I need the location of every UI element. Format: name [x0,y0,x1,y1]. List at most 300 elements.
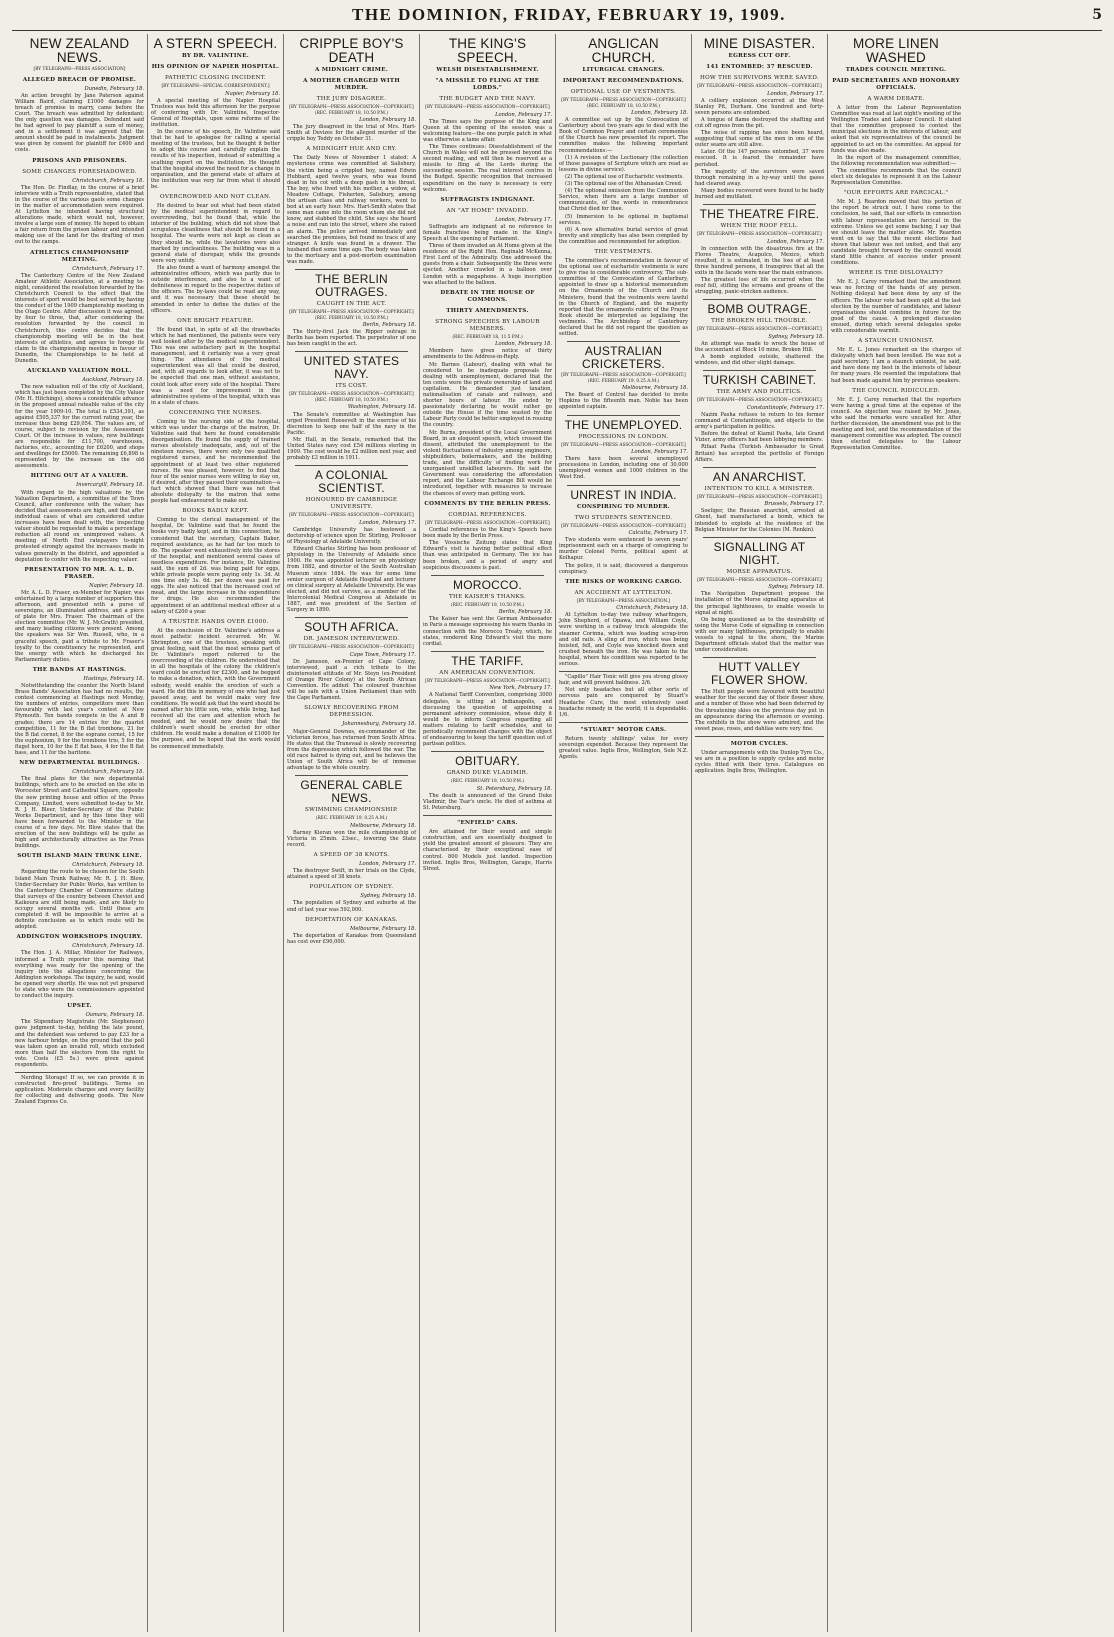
paragraph: Nazim Pasha refuses to return to his former command at Constantinople, and objects to the army's participation in politics. [695,412,824,431]
column-7 [828,34,964,1632]
subheadline: AN "AT HOME" INVADED. [446,207,529,214]
news-story [831,270,961,334]
advertisement [695,736,824,774]
news-story [287,269,416,347]
dateline: New York, February 17. [489,685,552,692]
news-story [287,617,416,701]
paragraph: Members have given notice of thirty amendments to the Address-in-Reply. [423,348,552,361]
news-story [423,651,552,747]
advertisement [559,671,688,718]
news-story [15,567,144,663]
subheadline: CORDIAL REFERENCES. [448,511,527,518]
dateline: Melbourne, February 18. [350,925,416,932]
paragraph: Mr. E. L. Jones remarked on the charges of disloyalty which had been levelled. He was not a paid secretary. I am a staunch unionist, he said, and have done my best in the interests of labour for many years. He resented the imputations that had been made against him by previous speakers. [831,347,961,384]
wire-credit: (REC. FEBRUARY 18, 10.50 P.M.) [450,779,525,785]
wire-credit: (REC. FEBRUARY 19, 0.25 A.M.) [315,816,388,822]
paragraph: The Kaiser has sent the German Ambassador in Paris a message expressing his warm thanks in connection with the Morocco Treaty, which, he states, rendered King Edward's visit the more cordial. [423,616,552,647]
subheadline: THE KAISER'S THANKS. [448,593,527,600]
column-3 [284,34,420,1632]
dateline: London, February 17. [631,449,688,456]
subheadline: SOME CHANGES FORESHADOWED. [22,168,137,175]
subheadline: DR. JAMESON INTERVIEWED. [303,636,400,643]
subheadline: A WARM DEBATE. [867,96,925,102]
news-story [695,299,824,366]
news-story [423,319,552,497]
news-story [287,37,416,74]
dateline: Christchurch, February 18. [72,943,144,950]
headline: ANGLICAN CHURCH. [588,36,659,65]
paragraph: Dr. Jameson, ex-Premier of Cape Colony, interviewed, paid a rich tribute to the disinterested attitude of Mr. Steyn (ex-President of Orange River Colony) at the South African Convention. He added: The coloured franchise will be safe with a Union Parliament than with the Cape Parliament. [287,658,416,702]
divider [295,465,408,466]
paragraph: In the course of his speech, Dr. Valintine said that he had to apologise for calling a special meeting of the trustees, but he thought it better to adopt this course and carefully explain the results of his inspection, instead of submitting a scathing report on the institution. He thought that the hospital showed the need for a change in organisation, and the general state of affairs at the institution was very far from what it should be. [151,129,280,190]
divider [567,485,680,486]
news-story [559,341,688,410]
subheadline: INTENTION TO KILL A MINISTER. [704,485,815,492]
paragraph: A special meeting of the Napier Hospital Trustees was held this afternoon for the purpose of conferring with Dr. Valintine, Inspector-General of Hospitals, upon some reforms of the institution. [151,97,280,128]
paragraph: With regard to the high valuations by the Valuation Department, a committee of the Town Council, after conference with the valuer, has decided that assessments are high, and that after individual cases of what are considered undue increases have been dealt with, the inspecting valuer should be requested to make a percentage reduction all round on unimproved values. A meeting of North End ratepayers to-night protested strongly against the increases made in values generally in the district, and appointed a deputation to confer with the inspecting valuer. [15,489,144,563]
paragraph: The committee's recommendation in favour of the optional use of eucharistic vestments is sure to give rise to considerable controversy. The sub-committee of the Convocation of Canterbury, appointed to draw up a historical memorandum on the Ornaments of the Church and its Ministers, found that the vestments were lawful in the Church of England, and the majority reported that the ornaments rubric of the Prayer Book should be interpreted as legalising the vestments. The Archbishop of Canterbury declared that he did not regard the question as settled. [559,257,688,338]
paragraph: The police, it is said, discovered a dangerous conspiracy. [559,562,688,575]
divider [295,775,408,776]
subheadline: ATHLETICS CHAMPIONSHIP MEETING. [30,249,129,263]
subheadline: EGRESS CUT OFF. [728,53,791,59]
subheadline: WELSH DISESTABLISHMENT. [436,67,539,73]
subheadline: TWO STUDENTS SENTENCED. [574,514,673,521]
paragraph: Soeliger, the Russian anarchist, arrested at Ghent, had manufactured a bomb, which he intended to explode at the residence of the Belgian Minister for the Colonies (M. Renkin). [695,508,824,533]
dateline: Christchurch, February 17. [72,265,144,272]
paragraph: Barney Kieran won the mile championship of Victoria in 25min. 23sec., lowering the State record. [287,829,416,848]
paragraph: Later. Of the 147 persons entombed, 37 were rescued. It is feared the remainder have perished. [695,149,824,168]
paragraph: Under arrangements with the Dunlop Tyre Co., we are in a position to supply cycles and motor cycles fitted with their tyres. Catalogues on application. Inglis Bros, Wellington. [695,749,824,775]
wire-credit: [BY TELEGRAPH—PRESS ASSOCIATION—COPYRIGHT.] [425,105,550,110]
headline: CRIPPLE BOY'S DEATH [299,36,404,65]
subheadline: GRAND DUKE VLADIMIR. [446,770,529,777]
news-story [559,590,688,667]
news-story [151,194,280,314]
news-story [695,370,824,462]
subheadline: DEPORTATION OF KANAKAS. [305,916,398,923]
subheadline: LITURGICAL CHANGES. [582,67,665,73]
news-story [151,318,280,406]
news-story [423,575,552,647]
subheadline: THE VESTMENTS. [594,248,653,255]
wire-credit: [BY TELEGRAPH—PRESS ASSOCIATION—COPYRIGHT.] [697,494,822,500]
news-story [423,197,552,204]
subheadline: BY DR. VALINTINE. [181,53,250,59]
subheadline: WHERE IS THE DISLOYALTY? [848,270,944,277]
column-4 [420,34,556,1632]
paragraph: He also found a want of harmony amongst the administrative officers, which was partly due to outside interference, and also to a want of definiteness in regard to the respective duties of the officers. The by-laws could be read any way, and it was necessary that these should be amended in order to define the duties of the officers. [151,264,280,314]
paragraph: In connection with the disastrous fire at the Flores Theatre, Acapulco, Mexico, which resulted, it is estimated, in the loss of at least three hundred persons, it transpires that all the exits in the facade were near the main entrances. [695,245,824,277]
dateline: Constantinople, February 17. [746,404,824,411]
news-story [831,96,961,186]
dateline: St. Petersburg, February 18. [476,785,552,792]
paragraph: (6) A new alternative burial service of great brevity and simplicity has also been compiled by the committee and recommended for adoption. [559,226,688,245]
paragraph: At Lyttelton to-day two railway wharfingers, John Shepherd, of Opawa, and William Coyle, were working in a railway truck alongside the steamer Corinna, which was loading scrap-iron and old rails. A sling of iron, which was being hoisted, fell, and Coyle was knocked down and crushed beneath the iron. He was taken to the hospital, where his condition was reported to be serious. [559,612,688,668]
divider [295,269,408,270]
news-story [287,705,416,771]
news-story [287,96,416,142]
subheadline: MORSE APPARATUS. [726,568,793,575]
news-story [151,410,280,504]
subheadline: SLOWLY RECOVERING FROM DEPRESSION. [304,705,399,719]
paragraph: Mr. Burns, president of the Local Government Board, in an eloquent speech, which crossed the dissent, attributed the unemployment to the violent fluctuations of industry among engineers, shipbuilders, boilermakers, and the building trade, and the difficulty of finding work for unorganised unskilled labourers. He said the Government was considering the afforestation report, and the Labour Exchange Bill would be introduced, together with measures to increase the chances of every man getting work. [423,429,552,497]
news-story [559,515,688,575]
wire-credit: [BY TELEGRAPH—PRESS ASSOCIATION—COPYRIGHT.] [425,520,550,526]
subheadline: DEBATE IN THE HOUSE OF COMMONS. [440,289,535,303]
paragraph: The deportation of Kanakas from Queensland has cost over £90,000. [287,932,416,945]
dateline: Brussels, February 17. [764,501,824,508]
dateline: London, February 17. [359,519,416,526]
news-story [287,146,416,265]
divider [703,657,816,658]
wire-credit: [BY TELEGRAPH—PRESS ASSOCIATION—COPYRIGHT.] (REC. FEBRUARY 19, 0.25 A.M.) [561,373,686,384]
paragraph: The Hon. J. A. Millar, Minister for Railways, informed a Truth reporter this morning that everything was ready for the opening of the inquiry into the allegations concerning the Addington workshops. The inquiry, he said, would be opened very shortly. He was not yet prepared to state who were the commissioners appointed to conduct the inquiry. [15,950,144,1000]
page-number: 5 [1092,7,1102,23]
paragraph: The Times says the purpose of the King and Queen at the opening of the session was a welcoming feature—the one purple patch in what was otherwise a tame affair. [423,118,552,143]
subheadline: BOOKS BADLY KEPT. [182,508,249,515]
paragraph: Return twenty shillings' value for every sovereign expended. Because they represent the greatest value. Inglis Bros, Wellington, Sole N.Z. Agents. [559,735,688,761]
news-story [287,78,416,92]
subheadline: "STUART" MOTOR CARS. [580,726,667,733]
news-story [15,760,144,849]
subheadline: [BY TELEGRAPH—PRESS ASSOCIATION] [33,67,126,72]
paragraph: Suffragists are indignant at no reference to female franchise being made in the King's Speech at the opening of Parliament. [423,223,552,242]
subheadline: AUCKLAND VALUATION ROLL. [27,368,132,375]
headline: TURKISH CABINET. [702,373,817,388]
dateline: London, February 17. [359,861,416,868]
paragraph: Three of them invaded an At Home given at the residence of the Right Hon. Reginald McKenna, First Lord of the Admiralty. One addressed the guests from a chair. Subsequently the three were ejected. Another crawled in a balloon over London with a megaphone. A huge inscription was attached to the balloon. [423,243,552,286]
paragraph: The new valuation roll of the city of Auckland, which has just been completed by the City Valuer (Mr. H. Hitchings), shows a considerable advance in the proposed annual rateable value of the city for the year 1909-10. The total is £534,391, as against £505,337 for the current rating year, the increase thus being £29,054. The values are, of course, subject to revision by the Assessment Court. Of the increase in values, new buildings are responsible for £11,700, warehouses, factories, etc., accounting for £6200, and shops and dwellings for £5000. The remaining £6,898 is represented by the increase on the old assessments. [15,384,144,470]
wire-credit: [BY TELEGRAPH—PRESS ASSOCIATION—COPYRIGHT.] [697,327,822,333]
wire-credit: [BY TELEGRAPH—PRESS ASSOCIATION—COPYRIGHT.] [697,84,822,89]
news-story [695,75,824,200]
paragraph: (3) The optional use of the Athanasian Creed. [565,181,683,188]
paragraph: Not only headaches but all other sorts of nervous pain are conquered by Stuart's Headache Cure, the most extensively used headache remedy in the world; it is dependable. 1/6. [559,687,688,718]
divider [703,299,816,300]
dateline: Sydney, February 18. [768,584,824,591]
wire-credit: (REC. FEBRUARY 18, 11.5 P.M.) [452,334,523,340]
paragraph: A National Tariff Convention, comprising 3000 delegates, is sitting at Indianapolis, and discussing the question of appointing a permanent advisory commission, whose duty it would be to inform Congress regarding all matters relating to tariff schedules, and to periodically recommend changes with the object of endeavouring to keep the tariff question out of partisan politics. [423,692,552,748]
subheadline: PRISONS AND PRISONERS. [32,157,127,164]
dateline: Christchurch, February 18. [72,769,144,776]
news-story [559,249,688,337]
paragraph: The jury disagreed in the trial of Mrs. Hart-Smith at Devizes for the alleged murder of the cripple boy Teddy on October 31. [287,124,416,143]
subheadline: THE BROKEN HILL TROUBLE. [711,318,808,325]
subheadline: MOTOR CYCLES. [730,740,789,747]
paragraph: Mr. Barnes (Labour), dealing with what he considered to be inadequate proposals for dealing with unemployment, declared that the ten cents were the private ownership of land and capitalism. He demanded just taxation, nationalisation of canals and railways, and shorter hours of labour. He ended by passionately declaring he would rather go outside the House if the time wasted by the Labour Party could be better employed in rousing the country. [423,361,553,429]
dateline: Auckland, February 18. [82,377,144,384]
news-story [695,37,824,60]
columns [12,34,1106,1632]
paragraph: A colliery explosion occurred at the West Stanley Pit, Durham. One hundred and forty-seven persons are entombed. [695,97,824,116]
subheadline: CONSPIRING TO MURDER. [576,503,671,510]
news-story [831,388,961,452]
wire-credit: [BY TELEGRAPH—PRESS ASSOCIATION—COPYRIGHT.] [561,523,686,529]
news-story [287,884,416,912]
wire-credit: [BY TELEGRAPH—PRESS ASSOCIATION—COPYRIGHT.] [561,442,686,448]
paragraph: Two students were sentenced to seven years' imprisonment each on a charge of conspiring to murder Colonel Ferris, political agent at Kolhapur. [559,537,688,562]
wire-credit: [BY TELEGRAPH—PRESS ASSOCIATION—COPYRIGHT.] (REC. FEBRUARY 18, 10.50 P.M.) [289,105,414,116]
paragraph: The Navigation Department propose the installation of the Morse signalling apparatus at the principal lighthouses, to enable vessels to signal at night. [695,591,824,616]
paragraph: Regarding the route to be chosen for the South Island Main Trunk Railway, Mr. R. J. H. Blow, Under-Secretary for Public Works, has written to the Canterbury Chamber of Commerce stating that surveys of the country between Cheviot and Kaikoura are still being made, and are likely to occupy several months yet. Until these are completed it will be impossible to arrive at a definite conclusion as to which route will be adopted. [15,869,144,931]
dateline: Dunedin, February 18. [84,85,144,92]
subheadline: THE JURY DISAGREE. [316,96,387,102]
dateline: London, February 18. [631,110,688,116]
subheadline: A SPEED OF 38 KNOTS. [313,852,390,859]
news-story [559,579,688,586]
subheadline: THE BUDGET AND THE NAVY. [439,96,536,102]
news-story [831,78,961,92]
news-story [423,290,552,304]
paragraph: The final plans for the new departmental buildings, which are to be erected on the site in Worcester Street and Cathedral Square, opposite the new printing house and office of the Press Company, Limited, were submitted to-day to Mr. R. J. H. Bleer, Under-Secretary of the Public Works Department, and by this time they will have been forwarded to the Minister in the course of a few days. Mr. Blow states that the erection of the new buildings will be quite as high and architecturally attractive as the Press buildings. [15,776,144,850]
dateline: Oamaru, February 18. [85,1012,144,1019]
news-story [151,64,280,71]
dateline: London, February 17. [495,216,552,223]
subheadline: A TRUSTEE HANDS OVER £1000. [162,618,269,625]
paragraph: Mr. Hall, in the Senate, remarked that the United States navy cost £54 millions sterling in 1909. The cost would be £2 million next year, and probably £3 million in 1911. [287,436,416,462]
news-story [695,64,824,71]
paragraph: Edward Charles Stirling has been professor of physiology in the University of Adelaide since 1900. He was appointed lecturer on physiology from 1882, and director of the South Australian Museum since 1884. He was for some time senior surgeon of Adelaide Hospital and lecturer on clinical surgery at Adelaide University. He was elected, and did not survive, as a member of the Intercolonial Medical Congress at Adelaide in 1887, and was president of the Section of Surgery in 1890. [287,546,416,614]
subheadline: ALLEGED BREACH OF PROMISE. [22,76,137,83]
subheadline: PATHETIC CLOSING INCIDENT. [165,75,266,81]
dateline: Hastings, February 18. [83,675,144,682]
wire-credit: [BY TELEGRAPH—PRESS ASSOCIATION—COPYRIGHT.] [289,645,414,651]
paragraph: There have been several unemployed processions in London, including one of 30,000 unemployed women and 1000 children in the West End. [559,456,688,481]
news-story [423,96,552,193]
news-story [695,467,824,533]
dateline: Napier, February 18. [225,90,280,97]
paragraph: A letter from the Labour Representation Committee was read at last night's meeting of the Wellington Trades and Labour Council. It stated that the committee proposed to contest the municipal elections in the interests of labour, and asked that six representatives of the council be appointed to act on the committee. An appeal for funds was also made. [831,105,961,154]
dateline: Berlin, February 18. [498,609,552,616]
paragraph: Nerding Storage! If so, we can provide it in constructed fire-proof buildings. Terms on application. Moderate charges and every facility for collecting and delivering goods. The New Zealand Express Co. [15,1075,144,1106]
paragraph: A tongue of flame destroyed the shafting and cut off egress from the pit. [695,116,824,129]
subheadline: THE ARMY AND POLITICS. [716,389,803,396]
paragraph: He desired to bear out what had been stated by the medical superintendent in regard to overcrowding, but he found that, while the interior of the building, which did not show that scrupulous cleanliness that should be found in a hospital. The wards were not kept as clean as they should be, while the lavatories were also marked by uncleanliness. The building was in a general state of disrepair, while the grounds were very untidy. [151,203,280,264]
advertisement [559,722,688,760]
paragraph: On being questioned as to the desirability of using the Morse Code of signalling in connection with our many lighthouses, principally to enable vessels to signal to the shore, the Marine Department officials stated that the matter was under consideration. [695,616,824,654]
subheadline: SWIMMING CHAMPIONSHIP. [305,807,398,814]
advertisement [423,815,552,872]
paragraph: The greatest loss of life occurred when the roof fell, stifling the screams and groans of the struggling, panic-stricken audience. [695,277,824,296]
paragraph: Mr. A. L. D. Fraser, ex-Member for Napier, was entertained by a large number of supporters this afternoon, and presented with a purse of sovereigns, an illuminated address, and a piece of plate for Mrs. Fraser. The chairman of the election committee (Mr. W. J. McGrath) presided, and many leading citizens were present. Among the speakers was Sir Wm. Russell, who, in a graceful speech, paid a tribute to Mr. Fraser's loyalty to the constituency he represented, and the energy with which he discharged his Parliamentary duties. [15,589,144,663]
news-story [559,415,688,481]
divider [431,575,544,576]
paragraph: A bomb exploded outside, shattered the windows, and did other slight damage. [695,354,824,367]
subheadline: CONCERNING THE NURSES. [169,409,262,416]
paragraph: The destroyer Swift, in her trials on the Clyde, attained a speed of 38 knots. [287,868,416,881]
wire-credit: [BY TELEGRAPH—PRESS ASSOCIATION.] [576,598,670,604]
divider [567,415,680,416]
paragraph: The Vossische Zeitung states that King Edward's visit is having better political effect than was anticipated in Germany. The ice has been broken, and a period of angry and suspicious discussions is past. [423,540,552,571]
subheadline: THIRTY AMENDMENTS. [446,307,529,314]
paragraph: Before the defeat of Kiamil Pasha, late Grand Vizier, army officers had been lobbying members. [695,431,824,444]
news-story [151,508,280,615]
subheadline: "OUR EFFORTS ARE FARCICAL." [843,190,949,197]
subheadline: WHEN THE ROOF FELL. [720,223,799,230]
subheadline: SUFFRAGISTS INDIGNANT. [440,196,535,203]
masthead-title: THE DOMINION, FRIDAY, FEBRUARY 19, 1909. [352,5,786,24]
headline: BOMB OUTRAGE. [707,302,812,317]
news-story [15,368,144,469]
subheadline: THE RISKS OF WORKING CARGO. [565,578,682,585]
paragraph: Notwithstanding the counter the North Island Brass Bands' Association has had no results, the contest commencing at Hastings next Monday, the numbers of entries, competitors more than favourably with last year's contest at New Plymouth. Ten bands compete in the A and B grades; there are 14 entries for the quartet competition, 11 for the B flat trombone, 21 for the B flat cornet, 8 for the soprano cornet, 15 for the euphonium, 9 for the trombone trio, 5 for the flugel horn, 10 for the E flat bass, 4 for the B flat bass, and 11 for the baritone. [15,683,144,757]
subheadline: UPSET. [67,1003,92,1010]
divider [567,341,680,342]
subheadline: ITS COST. [335,383,368,390]
dateline: London, February 18. [359,117,416,123]
dateline: Johannesburg, February 18. [342,721,416,728]
subheadline: HONOURED BY CAMBRIDGE UNIVERSITY. [305,497,398,511]
divider [703,467,816,468]
subheadline: A STAUNCH UNIONIST. [858,338,934,345]
news-story [15,250,144,365]
paragraph: The Senate's committee at Washington has urged President Roosevelt in the exercise of his discretion to keep one half of the navy in the Pacific. [287,411,416,436]
paragraph: A committee set up by the Convocation of Canterbury about two years ago to deal with the Book of Common Prayer and certain ceremonies of the Church has now presented its report. The committee makes the following important recommendations:— [559,117,688,154]
news-story [15,667,144,756]
paragraph: He found that, in spite of all the drawbacks which he had mentioned, the patients were very well looked after by the medical superintendent. This was one satisfactory part in the hospital management, and it certainly was a very great thing. The attendance of the medical superintendent was all that could be desired, and, with all regards to look after, it was not to be expected that one man, without assistance, could look after every side of the hospital. There was a need for improvement in the administrative systems of the hospital, which was in a state of chaos. [151,326,280,406]
dateline: London, February 17. [767,238,824,245]
news-story [559,37,688,74]
wire-credit: [BY TELEGRAPH—PRESS ASSOCIATION—COPYRIGHT.] (REC. FEBRUARY 18, 10.50 P.M.) [561,98,686,109]
column-1 [12,34,148,1632]
wire-credit: [BY TELEGRAPH—PRESS ASSOCIATION—COPYRIGHT.] [289,513,414,519]
subheadline: PRESENTATION TO MR. A. L. D. FRASER. [24,566,135,580]
subheadline: STRONG SPEECHES BY LABOUR MEMBERS. [435,318,540,332]
news-story [559,78,688,85]
paragraph: (4) The optional omission from the Communion Service, when there are a large number of communicants, of the words in remembrance that Christ died for thee. [559,188,688,213]
paragraph: Major-General Downes, ex-commander of the Victorian forces, has returned from South Africa. He states that the Transvaal is slowly recovering from the depression which followed the war. The old race hatred is dying out, and he believes the Union of South Africa will be of immense advantage to the whole country. [287,728,416,772]
subheadline: ONE BRIGHT FEATURE. [177,317,254,324]
paragraph: Rifaat Pasha (Turkish Ambassador to Great Britain) has accepted the portfolio of Foreign Affairs. [695,444,824,463]
news-story [423,308,552,315]
headline: MORE LINEN WASHED [852,36,939,65]
paragraph: The Hutt people were favoured with beautiful weather for the second day of their flower show, and a number of those who had been deterred by the threatening skies on the previous day put in an appearance during the afternoon or evening. The exhibits in the show were admired, and the sweet peas, roses, and dahlias were very fine. [695,689,824,732]
advertisement [15,1072,144,1105]
subheadline: COMMENTS BY THE BERLIN PRESS. [424,500,551,507]
column-6 [692,34,828,1632]
paragraph: "Capillo" Hair Tonic will give you strong glossy hair, and will prevent baldness. 2/6. [559,674,688,687]
dateline: Christchurch, February 18. [72,177,144,184]
paragraph: The Board of Control has decided to invite Hopkins to the fifteenth man. Noble has been appointed captain. [559,392,688,411]
wire-credit: [BY TELEGRAPH—PRESS ASSOCIATION—COPYRIGHT.] (REC. FEBRUARY 18, 10.50 P.M.) [289,392,414,403]
paragraph: The Hon. Dr. Findlay, in the course of a brief interview with a Truth representative, stated that in the course of the various gaols some changes in the matter of accommodation were required. At Lyttelton he intended having structural alterations made, which would not, however, involve a large sum of money. He hoped to obtain a fair return from the prison labour and intended making use of the land for the drafting of men out to the camps. [15,184,144,246]
paragraph: (5) Immersion to be optional in baptismal services. [559,213,688,226]
headline: GENERAL CABLE NEWS. [300,778,403,806]
paragraph: Mr. E. J. Carey remarked that the amendment was no forcing of the hands of any person. Nothing disloyal had been done by any of the officers. The labour vote had been split at the last election by the number of candidates, and labour organisations should combine in future for the good of the cause. A prolonged discussion ensued, during which several delegates spoke with considerable warmth. [831,279,961,334]
wire-credit: [BY TELEGRAPH—PRESS ASSOCIATION—COPYRIGHT.] [697,398,822,404]
headline: MINE DISASTER. [703,36,816,51]
subheadline: A MIDNIGHT CRIME. [314,67,389,73]
headline: THE UNEMPLOYED. [564,417,683,432]
subheadline: NEW DEPARTMENTAL BUILDINGS. [19,760,140,767]
news-story [287,351,416,461]
headline: UNREST IN INDIA. [570,487,677,502]
subheadline: HIS OPINION OF NAPIER HOSPITAL. [151,64,280,70]
news-story [423,501,552,508]
dateline: Christchurch, February 18. [616,605,688,612]
paragraph: Coming to the clerical management of the hospital, Dr. Valintine said that he found the books very badly kept, and in this connection, he considered that the secretary, Captain Baker, required assistance, as he had far too much to do. The speaker went exhaustively into the stores of the hospital, and mentioned several cases of needless expenditure. For instance, Dr. Valintine said, the sum of 2d. was being paid for eggs, while private people were paying only 1s. 3d. At one time only 3s. 6d. per dozen was paid for eggs. He also noticed that the increased cost of meat, and the large increase in the expenditure for drugs. He also recommended the appointment of an additional medical officer at a salary of £200 a year. [151,517,280,615]
dateline: London, February 18. [495,341,552,348]
news-story [151,37,280,60]
divider [703,537,816,538]
news-story [695,204,824,295]
subheadline: POPULATION OF SYDNEY. [309,884,394,891]
headline: THE THEATRE FIRE. [699,207,820,222]
dateline: Invercargill, February 18. [76,482,144,489]
divider [431,751,544,752]
wire-credit: (REC. FEBRUARY 18, 10.50 P.M.) [450,602,525,608]
news-story [423,208,552,286]
subheadline: "A MISSILE TO FLING AT THE LORDS." [435,78,540,91]
subheadline: SOUTH ISLAND MAIN TRUNK LINE. [17,853,142,860]
paragraph: The noise of rapping has since been heard, suggesting that some of the men in one of the outer seams are still alive. [695,130,824,149]
subheadline: "ENFIELD" CARS. [457,820,518,827]
column-5 [556,34,692,1632]
headline: OBITUARY. [455,754,520,769]
dateline: Washington, February 18. [347,404,416,411]
paragraph: An attempt was made to wreck the house of the accountant at Block 10 mine, Broken Hill. [695,341,824,354]
dateline: Calcutta, February 17. [628,530,688,537]
news-story [559,485,688,511]
headline: THE KING'S SPEECH. [448,36,527,65]
paragraph: The Canterbury Centre of the New Zealand Amateur Athletic Association, at a meeting to-night, considered the resolution forwarded by the Christchurch Council to the effect that the interests of sport would be best served by having the conduct of the 1909 championship meeting in the Otago Centre. After discussion it was agreed, by four to three, that, after considering the resolution forwarded by the council in Christchurch, this centre decides that the championship meeting will be in the best interests of athletics, and agrees to forego its claim to the championship meeting in favour of Dunedin, the Championships to be held at Dunedin. [15,272,144,364]
news-story [15,37,144,73]
dateline: Cape Town, February 17. [349,651,416,658]
subheadline: HITTING OUT AT A VALUER. [30,473,129,480]
subheadline: A MOTHER CHARGED WITH MURDER. [303,78,400,91]
paragraph: Many bodies recovered were found to be badly burned and mutilated. [695,187,824,200]
headline: A COLONIAL SCIENTIST. [314,468,389,496]
news-story [15,158,144,165]
subheadline: THE COUNCIL RIDICULED. [852,387,940,394]
news-story [287,775,416,848]
paragraph: Coming to the nursing side of the hospital, which was under the charge of the matron, Dr. Valintine said that here he found considerable disorganisation. He found the supply of trained nurses absolutely inadequate, and, out of the nineteen nurses, there were only two qualified registered nurses, and he recommended the appointment of at least two other registered nurses. He was pleased, however, to find that four of the senior nurses were willing to stay on, if desired, after they passed their examination—a fact which showed that there was not that absolute disloyalty to the matron that some people had endeavoured to make out. [151,418,280,505]
wire-credit: [BY TELEGRAPH—PRESS ASSOCIATION—COPYRIGHT.] [425,678,550,684]
subheadline: AN AMERICAN CONVENTION. [439,669,536,676]
subheadline: TRADES COUNCIL MEETING. [845,67,947,73]
divider [703,370,816,371]
paragraph: The Times continues: Disestablishment of the Church in Wales will not be pressed beyond the second reading, and will then be reserved as a missile to fling at the Lords during the succeeding session. The real interest centres in the Budget. Specific recognition that increased expenditure on the navy is necessary is very welcome. [423,143,552,193]
headline: HUTT VALLEY FLOWER SHOW. [710,660,809,688]
news-story [559,89,688,245]
news-story [15,853,144,930]
headline: NEW ZEALAND NEWS. [29,36,130,65]
subheadline: PROCESSIONS IN LONDON. [578,433,669,440]
news-story [831,190,961,266]
subheadline: PAID SECRETARIES AND HONORARY OFFICIALS. [832,78,960,91]
paragraph: The Stipendiary Magistrate (Mr. Stephenson) gave judgment to-day, holding the late pound, and the defendant was ordered to pay £33 for a new harbour bridge, on the ground that the poll was taken upon an invalid roll, which excluded more than half the electors from the right to vote. Costs (£5 5s.) were given against respondents. [15,1019,144,1068]
news-story [423,512,552,571]
headline: A STERN SPEECH. [153,36,278,51]
wire-credit: [BY TELEGRAPH—PRESS ASSOCIATION—COPYRIGHT.] [697,232,822,238]
news-story [423,37,552,74]
headline: AUSTRALIAN CRICKETERS. [582,344,665,372]
news-story [15,1003,144,1068]
paragraph: Cordial references to the King's Speech have been made by the Berlin Press. [423,527,552,540]
paragraph: The death is announced of the Grand Duke Vladimir, the Tsar's uncle. He died of asthma at St. Petersburg. [423,792,552,812]
paragraph: In the report of the management committee, the following recommendation was submitted:— [831,154,961,167]
dateline: Sydney, February 18. [768,333,824,340]
paragraph: Cambridge University has bestowed a doctorship of science upon Dr. Stirling, Professor of Physiology at Adelaide University. [287,526,416,546]
headline: SOUTH AFRICA. [304,620,399,635]
divider [295,351,408,352]
subheadline: HOW THE SURVIVORS WERE SAVED. [699,75,819,81]
headline: AN ANARCHIST. [712,469,807,484]
subheadline: OVERCROWDED AND NOT CLEAN. [160,194,271,200]
headline: MOROCCO. [453,577,522,592]
news-story [287,465,416,613]
